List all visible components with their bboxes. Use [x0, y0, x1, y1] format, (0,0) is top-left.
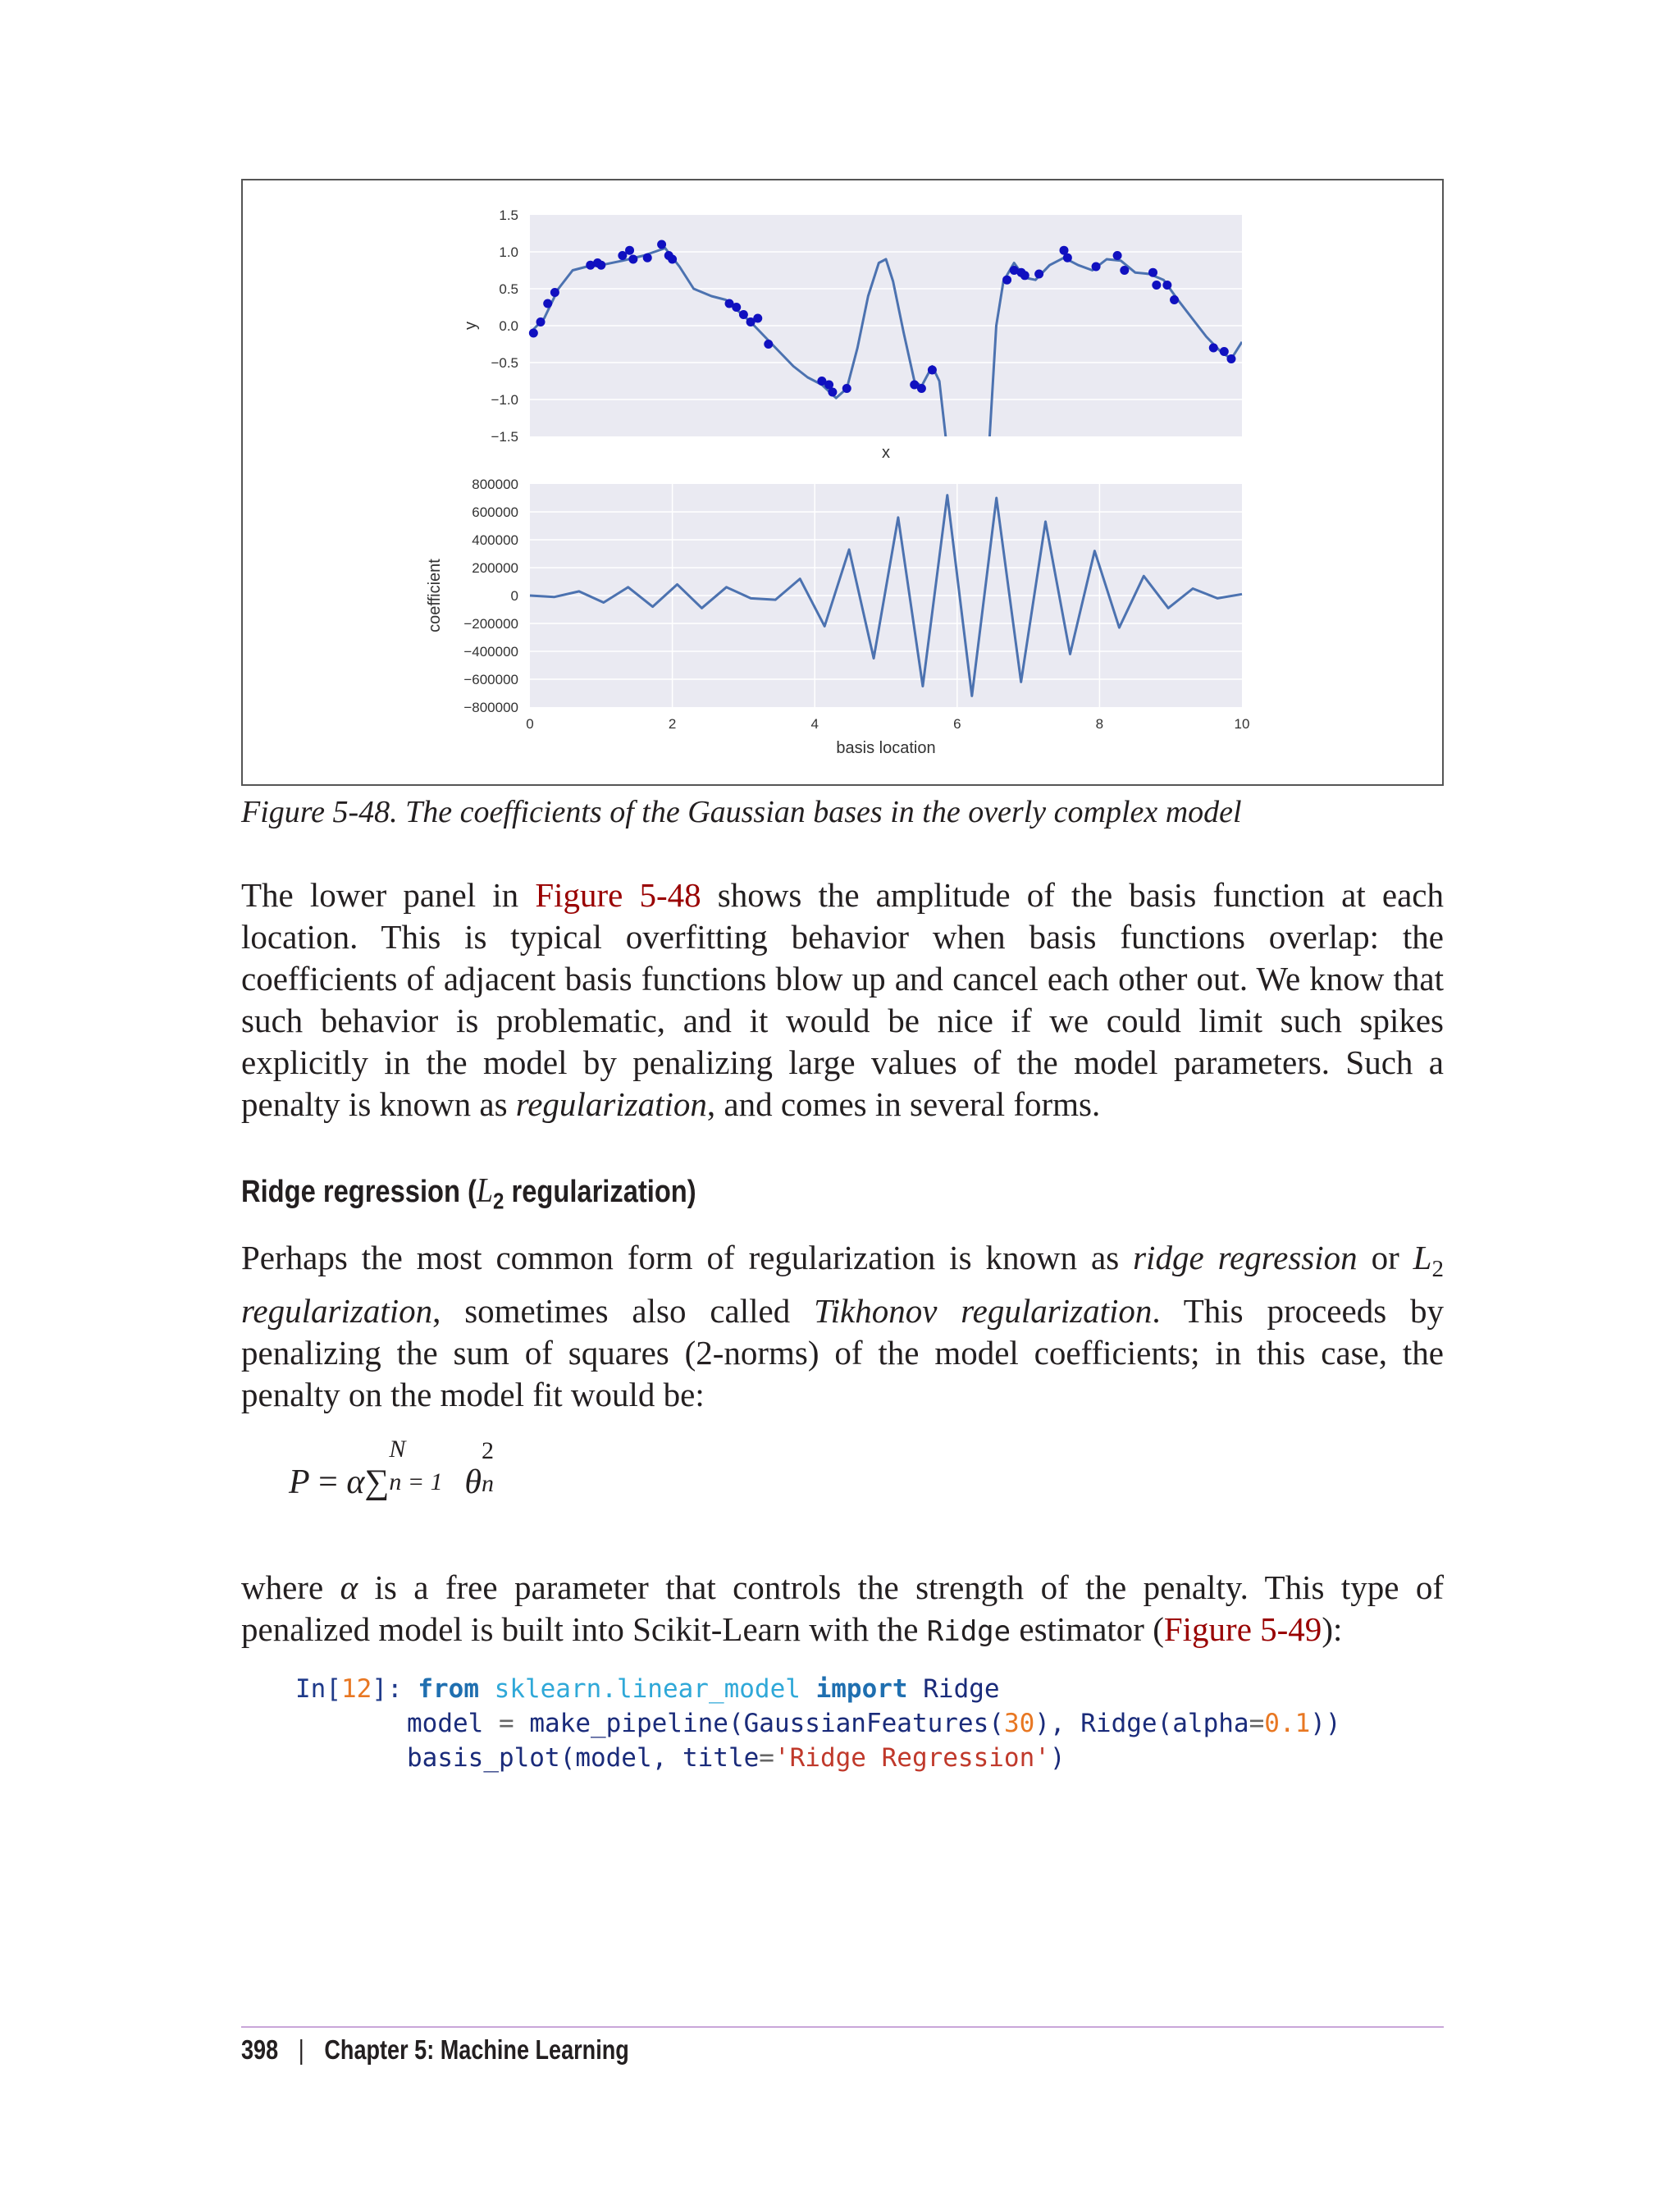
bottom-xtick-label: 10: [1234, 716, 1250, 732]
term-regularization: regularization: [515, 1085, 707, 1123]
bottom-xlabel: basis location: [836, 739, 936, 757]
data-point: [1020, 271, 1029, 280]
top-ytick-label: 0.0: [499, 318, 518, 334]
code-str: 'Ridge Regression': [774, 1743, 1050, 1773]
eq-upper: N: [389, 1436, 406, 1463]
code-p1-3: (: [559, 1743, 576, 1773]
para2-text: Perhaps the most common form of regularization is known as: [241, 1239, 1134, 1276]
data-point: [668, 255, 677, 264]
data-point: [1063, 253, 1072, 262]
bottom-ytick-label: −200000: [463, 616, 518, 632]
data-point: [828, 388, 837, 397]
code-prompt-end: ]:: [372, 1674, 418, 1704]
data-point: [550, 288, 559, 297]
eq-alpha: α: [346, 1463, 365, 1501]
bottom-ytick-label: −800000: [463, 700, 518, 715]
data-point: [1226, 354, 1235, 363]
para3-text-2: is a free parameter that controls the strength of the penalty. This type of penalized model is built into Scikit-Learn with the: [241, 1568, 1444, 1648]
top-xlabel: x: [882, 444, 890, 462]
bottom-ytick-label: 600000: [472, 504, 518, 520]
data-point: [1220, 347, 1229, 356]
bottom-ytick-label: −400000: [463, 644, 518, 660]
bottom-ytick-label: 200000: [472, 560, 518, 576]
para3-alpha: α: [340, 1568, 358, 1606]
data-point: [529, 329, 538, 338]
data-point: [1209, 344, 1218, 353]
paragraph-2: [241, 1237, 1444, 1416]
data-point: [1113, 251, 1122, 260]
code-ridge: Ridge: [1080, 1709, 1157, 1738]
code-arg1: model: [575, 1743, 652, 1773]
code-prompt: In[: [295, 1674, 341, 1704]
code-kw-import: import: [815, 1674, 908, 1704]
top-ytick-label: 0.5: [499, 281, 518, 297]
data-point: [764, 340, 773, 349]
eq-theta-sub: n: [481, 1470, 494, 1497]
code-p5: )): [1310, 1709, 1341, 1738]
top-ytick-label: −1.5: [491, 429, 518, 445]
para3-text-3: estimator (: [1011, 1610, 1164, 1648]
heading-text: Ridge regression (: [241, 1175, 477, 1209]
top-ytick-label: −0.5: [491, 355, 518, 371]
code-line-2: [295, 1706, 1341, 1741]
data-point: [1092, 262, 1101, 272]
para2-text-3: , sometimes also called: [432, 1292, 815, 1331]
para2-l: L: [1413, 1239, 1432, 1276]
code-n: 30: [1003, 1709, 1035, 1738]
data-point: [625, 246, 634, 255]
data-point: [1152, 281, 1161, 290]
eq-equals: =: [309, 1463, 347, 1501]
figure-chart: [243, 180, 1442, 784]
bottom-xtick-label: 6: [953, 716, 961, 732]
figure-caption: Figure 5-48. The coefficients of the Gaussian bases in the overly complex model: [241, 795, 1242, 829]
code-comma: ,: [651, 1743, 682, 1773]
bottom-xtick-label: 8: [1095, 716, 1104, 732]
data-point: [842, 384, 851, 393]
bottom-xtick-label: 0: [526, 716, 534, 732]
code-val: 0.1: [1264, 1709, 1311, 1738]
data-point: [1034, 270, 1043, 279]
code-arg: alpha: [1172, 1709, 1249, 1738]
code-var: model: [407, 1709, 484, 1738]
penalty-equation: [289, 1436, 506, 1502]
code-p2: (: [988, 1709, 1004, 1738]
top-ytick-label: −1.0: [491, 392, 518, 408]
code-arg2: title: [682, 1743, 760, 1773]
code-p2-3: ): [1049, 1743, 1066, 1773]
data-point: [657, 240, 666, 249]
code-eq3: =: [759, 1743, 774, 1773]
bottom-xtick-label: 2: [668, 716, 677, 732]
code-block: [295, 1672, 1341, 1775]
code-eq2: =: [1249, 1709, 1265, 1738]
data-point: [536, 317, 546, 326]
code-line-1: [295, 1672, 1341, 1706]
top-ytick-label: 1.0: [499, 244, 518, 260]
data-point: [543, 299, 552, 308]
data-point: [917, 384, 926, 393]
footer-separator: |: [298, 2034, 304, 2065]
code-fn: make_pipeline: [529, 1709, 728, 1738]
page-number: 398: [241, 2034, 279, 2065]
code-kw-from: from: [418, 1674, 479, 1704]
bottom-ytick-label: 800000: [472, 477, 518, 492]
bottom-ylabel: coefficient: [426, 559, 444, 632]
data-point: [643, 253, 652, 262]
bottom-ytick-label: 0: [510, 588, 518, 604]
para1-text-2: shows the amplitude of the basis function at each location. This is typical overfitting behavior when basis functions overlap: the coefficients of adjacent basis functions blow up and cancel each other out. We know that such behavior is problematic, and it would be nice if we could limit such spikes explicitly in the model by penalizing large values of the model parameters. Such a penalty is known as: [241, 876, 1444, 1123]
bottom-ytick-label: −600000: [463, 672, 518, 687]
heading-text-2: regularization): [504, 1175, 696, 1209]
data-point: [739, 310, 748, 319]
code-p4: (: [1157, 1709, 1173, 1738]
heading-sub: 2: [493, 1188, 504, 1214]
section-heading: [241, 1171, 696, 1215]
para3-text: where: [241, 1568, 340, 1606]
code-p1: (: [728, 1709, 744, 1738]
top-ylabel: y: [462, 322, 480, 330]
eq-theta: θ: [464, 1463, 482, 1501]
code-fn-3: basis_plot: [407, 1743, 560, 1773]
code-module: sklearn.linear_model: [494, 1674, 801, 1704]
eq-sigma: ∑: [364, 1463, 390, 1501]
footer: [241, 2034, 629, 2066]
code-p3: ),: [1034, 1709, 1081, 1738]
bottom-ytick-label: 400000: [472, 532, 518, 548]
chapter-title: Chapter 5: Machine Learning: [324, 2034, 629, 2065]
eq-p: P: [289, 1463, 310, 1501]
data-point: [628, 255, 637, 264]
data-point: [1120, 266, 1129, 275]
paragraph-1: [241, 874, 1444, 1125]
figure-ref-link-2[interactable]: Figure 5-49: [1163, 1610, 1322, 1648]
eq-lower: n = 1: [389, 1468, 443, 1495]
para3-text-4: ):: [1322, 1610, 1343, 1648]
data-point: [732, 303, 741, 312]
data-point: [1002, 276, 1011, 285]
term-regularization-2: regularization: [241, 1292, 433, 1331]
code-import-name: Ridge: [923, 1674, 1000, 1704]
figure-ref-link[interactable]: Figure 5-48: [535, 876, 701, 914]
code-cls: GaussianFeatures: [743, 1709, 989, 1738]
data-point: [1148, 268, 1157, 277]
bottom-xtick-label: 4: [810, 716, 819, 732]
code-eq: =: [483, 1709, 530, 1738]
inline-code-ridge: Ridge: [926, 1615, 1011, 1648]
top-ytick-label: 1.5: [499, 208, 518, 223]
paragraph-3: [241, 1567, 1444, 1653]
para1-end: , and comes in several forms.: [706, 1085, 1101, 1123]
data-point: [753, 314, 762, 323]
code-line-3: [295, 1741, 1341, 1775]
footer-rule: [241, 2026, 1444, 2028]
data-point: [596, 261, 605, 270]
term-tikhonov: Tikhonov regularization: [814, 1292, 1153, 1331]
data-point: [1170, 295, 1179, 304]
code-prompt-number: 12: [341, 1674, 372, 1704]
para1-text: The lower panel in: [241, 876, 536, 914]
term-ridge-regression: ridge regression: [1133, 1239, 1358, 1276]
eq-theta-sup: 2: [481, 1437, 494, 1464]
heading-l: L: [476, 1172, 494, 1210]
para2-or: or: [1357, 1239, 1413, 1276]
data-point: [1162, 281, 1171, 290]
figure: [241, 179, 1444, 786]
para2-text-4: . This proceeds by penalizing the sum of squares (2-norms) of the model coefficients; in this case, the penalty on the model fit would be:: [241, 1292, 1445, 1414]
data-point: [928, 366, 937, 375]
para2-sub: 2: [1431, 1256, 1444, 1283]
